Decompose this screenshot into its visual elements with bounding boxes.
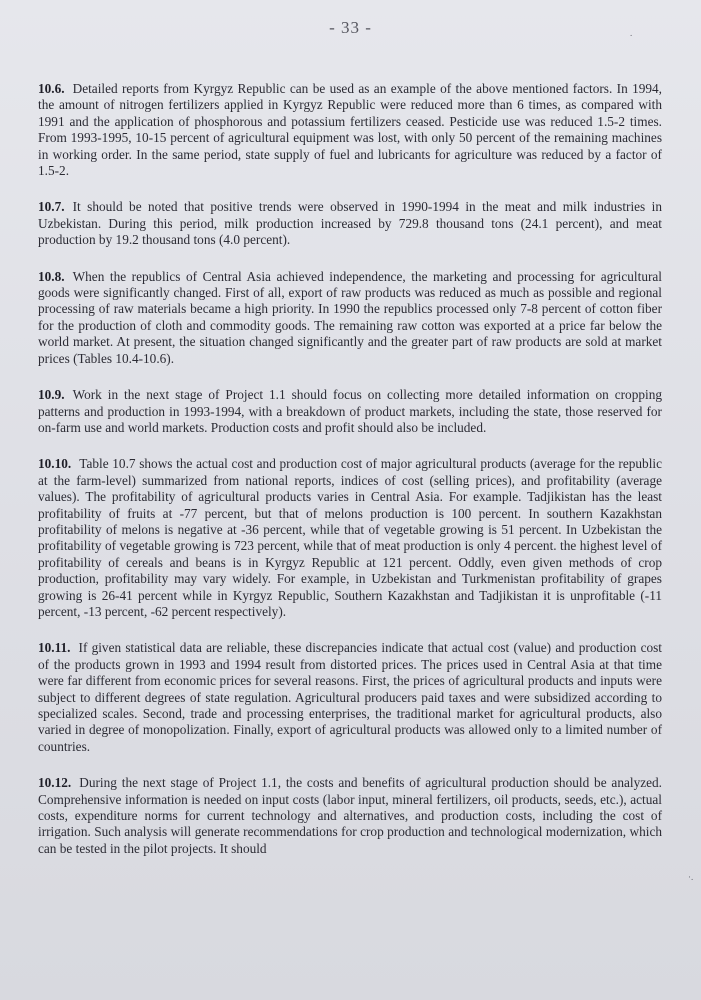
- paragraph-10-11: [38, 640, 662, 755]
- paragraph-10-6: [38, 81, 662, 179]
- paragraph-text: During the next stage of Project 1.1, the costs and benefits of agricultural production should be analyzed. Comprehensive information is needed on input costs (labor input, mineral fertilizers, oil products, seeds, etc.), actual costs, expenditure norms for current technology and alternatives, and production costs, including the cost of irrigation. Such analysis will generate recommendations for crop production and technological modernization, which can be tested in the pilot projects. It should: [38, 775, 662, 856]
- document-body: [38, 81, 662, 875]
- scan-speck: .: [630, 28, 633, 38]
- paragraph-10-9: [38, 387, 662, 436]
- paragraph-text: If given statistical data are reliable, these discrepancies indicate that actual cost (value) and production cost of the products grown in 1993 and 1994 result from distorted prices. The prices used in Central Asia at that time were far different from economic prices for several reasons. First, the prices of agricultural products and inputs were subject to different degrees of state regulation. Agricultural producers paid taxes and were subsidized according to specialized scales. Second, trade and processing enterprises, the traditional market for agricultural products, also varied in degree of monopolization. Finally, export of agricultural products was allowed only to a limited number of countries.: [38, 640, 662, 754]
- paragraph-10-12: [38, 775, 662, 857]
- paragraph-text: Table 10.7 shows the actual cost and production cost of major agricultural products (average for the republic at the farm-level) summarized from national reports, indices of cost (selling prices), and profitability (average values). The profitability of agricultural products varies in Central Asia. For example. Tadjikistan has the least profitability of fruits at -77 percent, but that of melons production is 100 percent. In southern Kazakhstan profitability of melons is negative at -36 percent, while that of vegetable growing is 51 percent. In Uzbekistan the profitability of vegetable growing is 723 percent, while that of meat production is only 4 percent. the highest level of profitability of cereals and beans is in Kyrgyz Republic at 121 percent. Oddly, even given methods of crop production, profitability may vary widely. For example, in Uzbekistan and Turkmenistan profitability of grapes growing is 26-41 percent while in Kyrgyz Republic, Southern Kazakhstan and Tadjikistan it is unprofitable (-11 percent, -13 percent, -62 percent respectively).: [38, 456, 662, 619]
- paragraph-10-8: [38, 269, 662, 367]
- paragraph-number: 10.12.: [38, 775, 72, 791]
- paragraph-text: Detailed reports from Kyrgyz Republic can be used as an example of the above mentioned factors. In 1994, the amount of nitrogen fertilizers applied in Kyrgyz Republic were reduced more than 6 times, as compared with 1991 and the application of phosphorous and potassium fertilizers ceased. Pesticide use was reduced 1.5-2 times. From 1993-1995, 10-15 percent of agricultural equipment was lost, with only 50 percent of the remaining machines in working order. In the same period, state supply of fuel and lubricants for agriculture was reduced by a factor of 1.5-2.: [38, 81, 662, 179]
- scan-speck: ·.: [688, 872, 694, 882]
- paragraph-number: 10.11.: [38, 640, 71, 656]
- paragraph-number: 10.9.: [38, 387, 65, 403]
- paragraph-text: Work in the next stage of Project 1.1 should focus on collecting more detailed information on cropping patterns and production in 1993-1994, with a breakdown of product markets, including the state, those reserved for on-farm use and world markets. Production costs and profit should also be included.: [38, 387, 662, 435]
- paragraph-number: 10.6.: [38, 81, 65, 96]
- paragraph-10-7: [38, 199, 662, 248]
- paragraph-number: 10.8.: [38, 268, 65, 284]
- page-number: - 33 -: [329, 18, 372, 37]
- paragraph-text: When the republics of Central Asia achieved independence, the marketing and processing for agricultural goods were significantly changed. First of all, export of raw products was reduced as much as possible and regional processing of raw materials became a high priority. In 1990 the republics processed only 7-8 percent of cotton fiber for the production of cloth and commodity goods. The remaining raw cotton was exported at a price far below the world market. At present, the situation changed significantly and the greater part of raw products are sold at market prices (Tables 10.4-10.6).: [38, 268, 662, 366]
- paragraph-number: 10.10.: [38, 456, 72, 472]
- paragraph-text: It should be noted that positive trends were observed in 1990-1994 in the meat and milk industries in Uzbekistan. During this period, milk production increased by 729.8 thousand tons (24.1 percent), and meat production by 19.2 thousand tons (4.0 percent).: [38, 199, 662, 248]
- paragraph-number: 10.7.: [38, 199, 65, 215]
- paragraph-10-10: [38, 456, 662, 620]
